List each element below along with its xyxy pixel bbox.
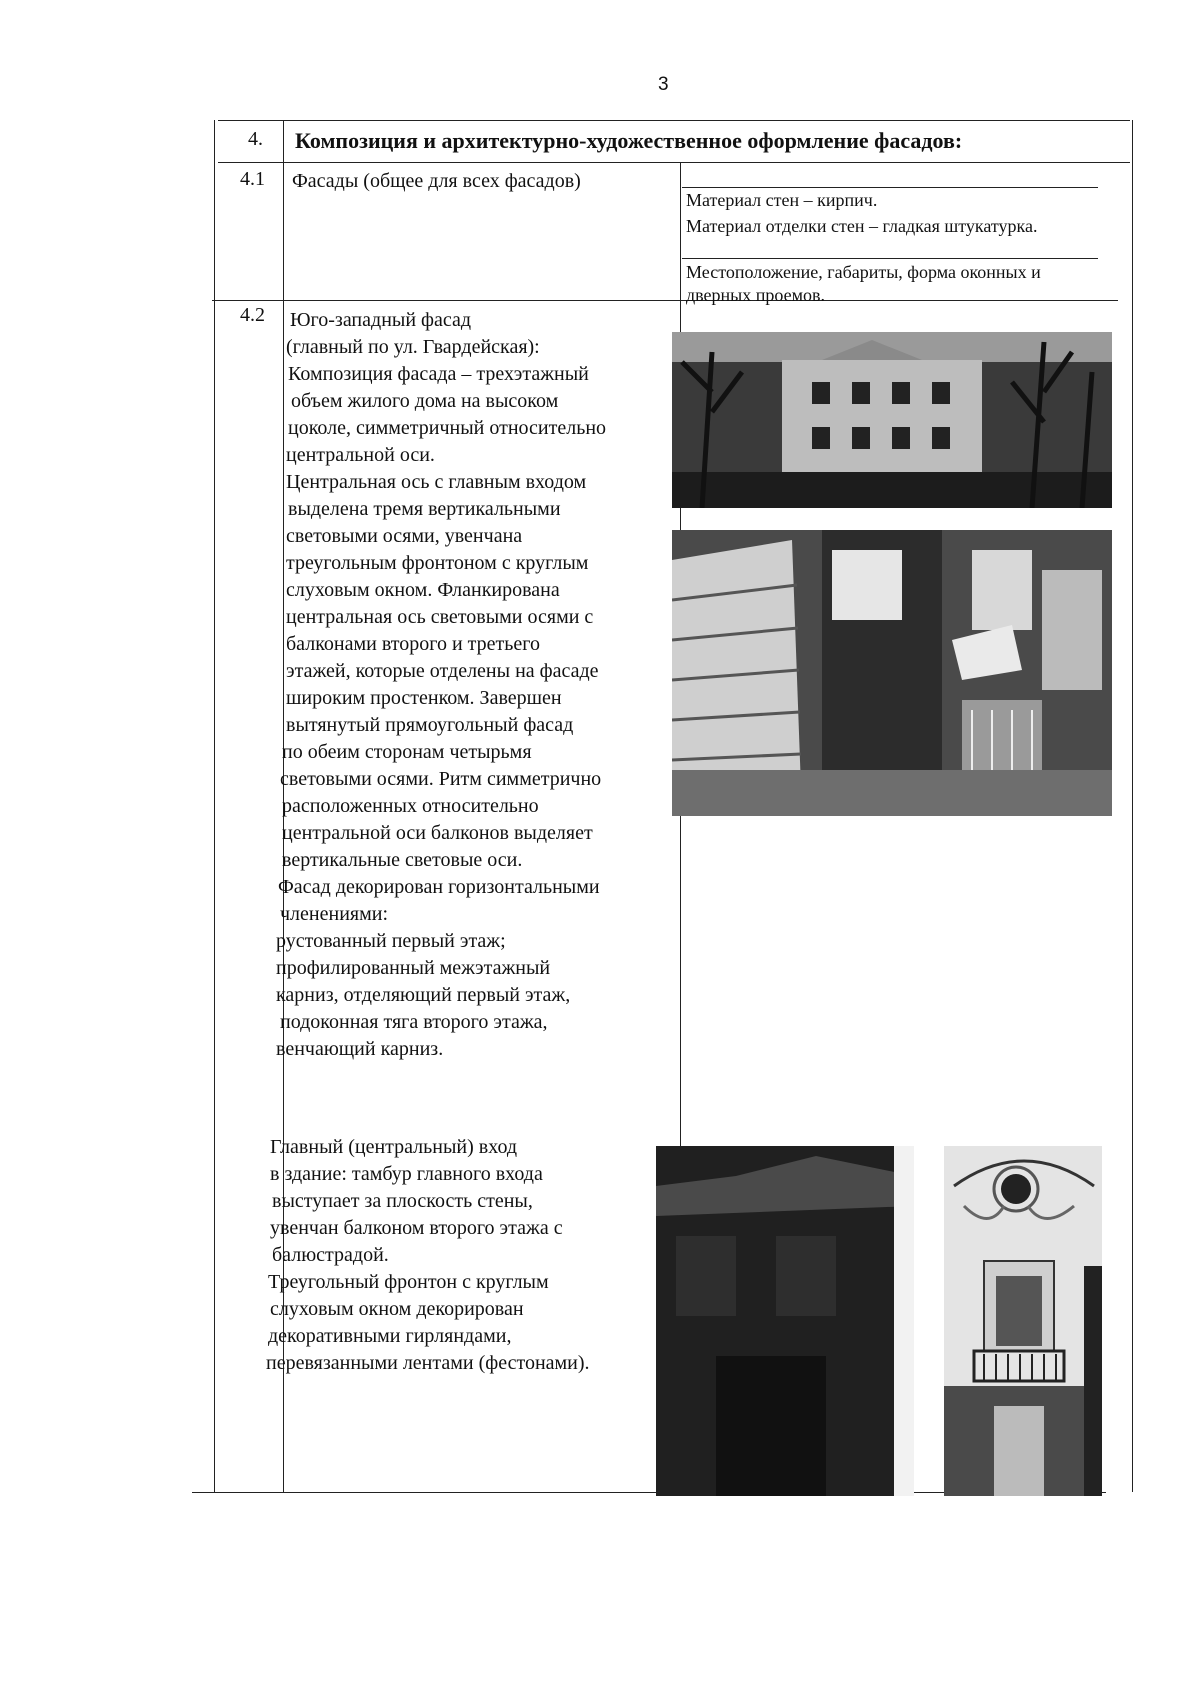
description-line: световыми осями. Ритм симметрично — [280, 768, 602, 790]
entrance-line: декоративными гирляндами, — [268, 1325, 512, 1347]
openings-line-2: дверных проемов. — [686, 285, 825, 305]
row-4-1-label: Фасады (общее для всех фасадов) — [292, 170, 581, 192]
description-line: профилированный межэтажный — [276, 957, 551, 979]
description-line: этажей, которые отделены на фасаде — [286, 660, 599, 682]
description-line: широким простенком. Завершен — [286, 687, 562, 709]
wall-material: Материал стен – кирпич. — [686, 190, 878, 210]
wall-finish-material: Материал отделки стен – гладкая штукатурка. — [686, 216, 1038, 236]
description-line: центральной оси балконов выделяет — [282, 822, 593, 844]
description-line: (главный по ул. Гвардейская): — [286, 336, 540, 358]
description-line: вертикальные световые оси. — [282, 849, 523, 871]
description-line: вытянутый прямоугольный фасад — [286, 714, 574, 736]
entrance-line: выступает за плоскость стены, — [272, 1190, 533, 1212]
description-line: членениями: — [280, 903, 389, 925]
section-title: Композиция и архитектурно-художественное оформление фасадов: — [295, 128, 963, 153]
row-4-divider — [218, 162, 1130, 163]
table-left-border — [214, 120, 215, 1492]
description-line: Композиция фасада – трехэтажный — [288, 363, 589, 385]
description-line: центральная ось световыми осями с — [286, 606, 594, 628]
description-line: центральной оси. — [286, 444, 435, 466]
description-line: карниз, отделяющий первый этаж, — [276, 984, 571, 1006]
pediment-photo — [944, 1146, 1102, 1496]
description-line: цоколе, симметричный относительно — [288, 417, 607, 439]
entrance-line: балюстрадой. — [272, 1244, 389, 1266]
row-4-1-number: 4.1 — [240, 168, 265, 190]
entrance-line: в здание: тамбур главного входа — [270, 1163, 543, 1185]
entrance-line: Главный (центральный) вход — [270, 1136, 518, 1158]
table-top-border — [218, 120, 1130, 121]
description-line: по обеим сторонам четырьмя — [282, 741, 532, 763]
description-line: треугольным фронтоном с круглым — [286, 552, 589, 574]
facade-photo-southwest — [672, 332, 1112, 508]
section-number: 4. — [248, 128, 263, 150]
facade-photo-balconies — [672, 530, 1112, 816]
entrance-line: слуховым окном декорирован — [270, 1298, 524, 1320]
entrance-line: увенчан балконом второго этажа с — [270, 1217, 563, 1239]
table-right-border — [1132, 120, 1133, 1492]
entrance-line: перевязанными лентами (фестонами). — [266, 1352, 590, 1374]
description-line: венчающий карниз. — [276, 1038, 444, 1060]
description-line: объем жилого дома на высоком — [291, 390, 559, 412]
description-line: расположенных относительно — [282, 795, 539, 817]
entrance-photo — [656, 1146, 914, 1496]
description-line: Центральная ось с главным входом — [286, 471, 587, 493]
description-line: выделена тремя вертикальными — [288, 498, 561, 520]
row-4-1-divider — [212, 300, 1118, 301]
page-number: 3 — [658, 74, 669, 95]
description-line: слуховым окном. Фланкирована — [286, 579, 560, 601]
description-line: световыми осями, увенчана — [286, 525, 523, 547]
description-line: Фасад декорирован горизонтальными — [278, 876, 600, 898]
openings-line-1: Местоположение, габариты, форма оконных и — [686, 262, 1041, 282]
entrance-line: Треугольный фронтон с круглым — [268, 1271, 549, 1293]
row-4-2-number: 4.2 — [240, 304, 265, 326]
description-line: рустованный первый этаж; — [276, 930, 506, 952]
description-line: балконами второго и третьего — [286, 633, 540, 655]
description-line: подоконная тяга второго этажа, — [280, 1011, 548, 1033]
description-line: Юго-западный фасад — [290, 309, 472, 331]
